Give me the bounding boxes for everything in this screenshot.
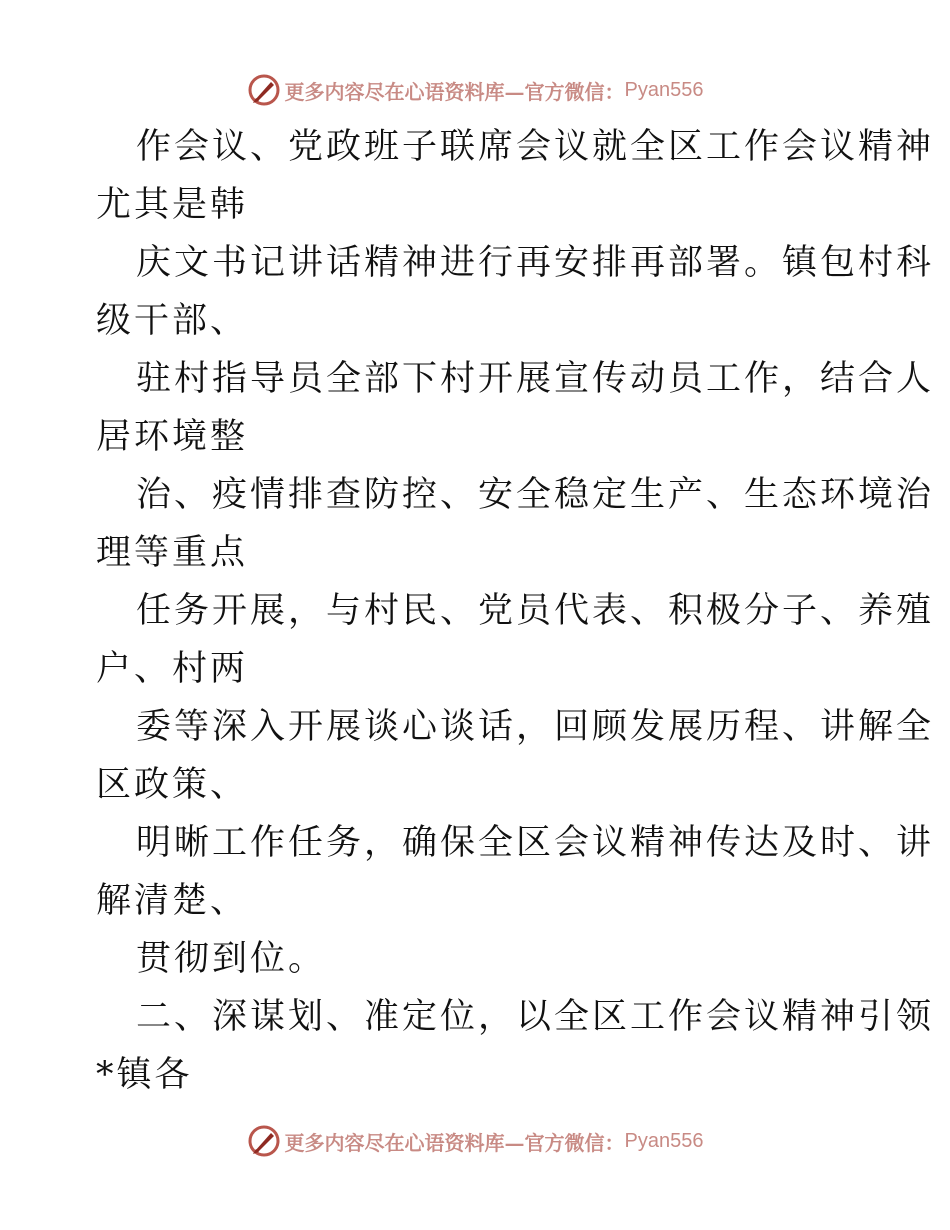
text-line: 二、深谋划、准定位，以全区工作会议精神引领 bbox=[136, 997, 935, 1037]
text-line: 明晰工作任务，确保全区会议精神传达及时、讲 bbox=[136, 823, 935, 863]
quill-circle-icon bbox=[247, 73, 281, 107]
text-line: 治、疫情排查防控、安全稳定生产、生态环境治 bbox=[136, 475, 935, 515]
text-line: 庆文书记讲话精神进行再安排再部署。镇包村科 bbox=[136, 243, 935, 283]
quill-circle-icon bbox=[247, 1124, 281, 1158]
text-line: 居环境整 bbox=[96, 417, 249, 457]
watermark-banner-top bbox=[0, 70, 950, 110]
watermark-wechat-id: Pyan556 bbox=[624, 1129, 704, 1152]
text-line: 区政策、 bbox=[96, 765, 249, 805]
text-line: 作会议、党政班子联席会议就全区工作会议精神 bbox=[136, 127, 935, 167]
document-body bbox=[96, 118, 935, 1104]
text-line: 任务开展，与村民、党员代表、积极分子、养殖 bbox=[136, 591, 935, 631]
watermark-wechat-id: Pyan556 bbox=[624, 78, 704, 101]
text-line: 驻村指导员全部下村开展宣传动员工作，结合人 bbox=[136, 359, 935, 399]
text-line: 委等深入开展谈心谈话，回顾发展历程、讲解全 bbox=[136, 707, 935, 747]
text-line: 理等重点 bbox=[96, 533, 249, 573]
watermark-banner-bottom bbox=[0, 1121, 950, 1161]
text-line: 贯彻到位。 bbox=[136, 939, 327, 979]
watermark-text: 更多内容尽在心语资料库—官方微信： bbox=[284, 1130, 625, 1155]
text-line: 级干部、 bbox=[96, 301, 249, 341]
watermark-text: 更多内容尽在心语资料库—官方微信： bbox=[284, 79, 625, 104]
text-line: 户、村两 bbox=[96, 649, 249, 689]
text-line: *镇各 bbox=[96, 1055, 193, 1095]
text-line: 解清楚、 bbox=[96, 881, 249, 921]
text-line: 尤其是韩 bbox=[96, 185, 249, 225]
